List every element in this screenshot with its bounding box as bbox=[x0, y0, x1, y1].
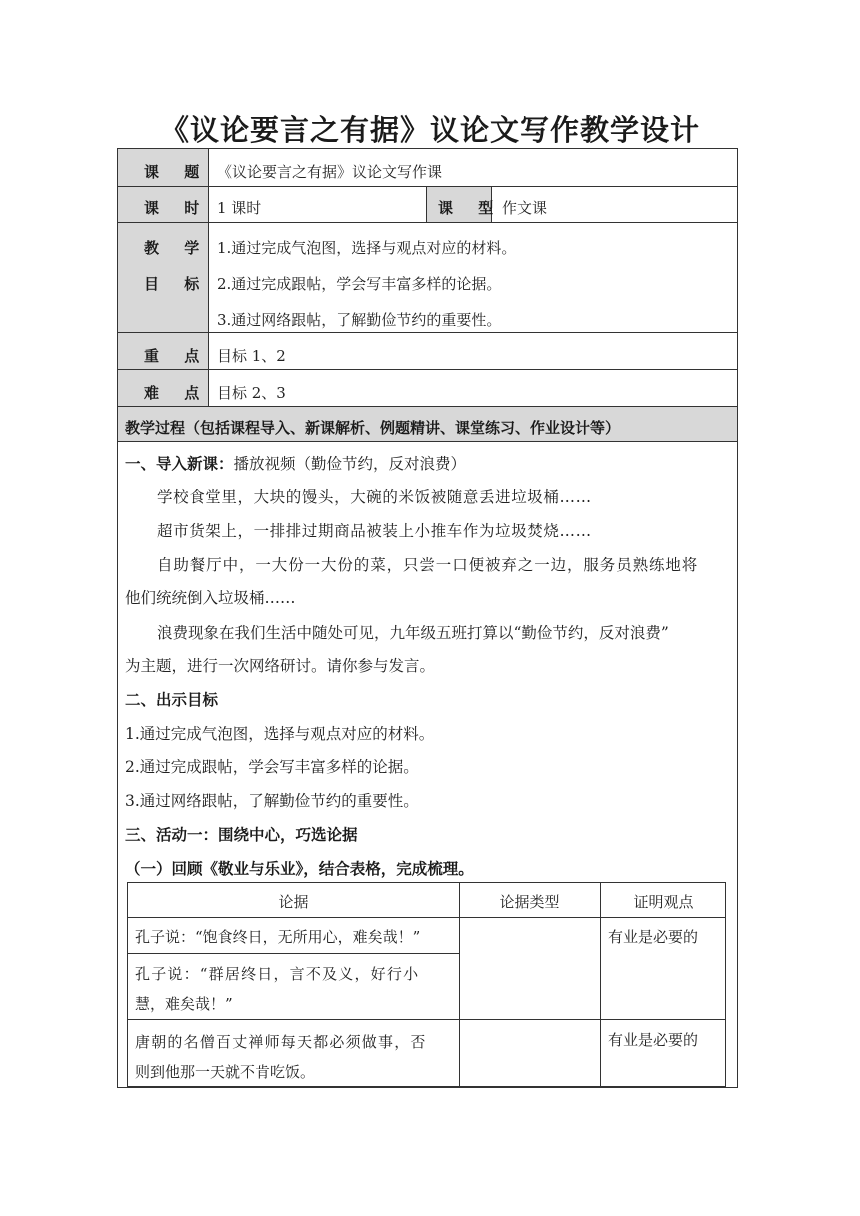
goal-list-item: 1.通过完成气泡图，选择与观点对应的材料。 bbox=[125, 725, 435, 743]
paragraph: 浪费现象在我们生活中随处可见，九年级五班打算以“勤俭节约，反对浪费” bbox=[157, 624, 669, 642]
evidence-cell: 唐朝的名僧百丈禅师每天都必须做事，否 bbox=[135, 1033, 427, 1051]
goal-label-line2: 目 标 bbox=[144, 275, 210, 293]
topic-value: 《议论要言之有据》议论文写作课 bbox=[217, 163, 443, 181]
evidence-cell: 则到他那一天就不肯吃饭。 bbox=[135, 1063, 316, 1081]
type-value: 作文课 bbox=[502, 199, 548, 217]
difficulty-value: 目标 2、3 bbox=[217, 384, 286, 402]
section2-heading: 二、出示目标 bbox=[125, 691, 219, 709]
claim-cell: 有业是必要的 bbox=[608, 928, 699, 946]
goal-item: 1.通过完成气泡图，选择与观点对应的材料。 bbox=[217, 239, 517, 257]
paragraph: 超市货架上，一排排过期商品被装上小推车作为垃圾焚烧…… bbox=[157, 522, 592, 540]
claim-cell: 有业是必要的 bbox=[608, 1031, 699, 1049]
key-point-value: 目标 1、2 bbox=[217, 347, 286, 365]
evidence-table bbox=[127, 882, 726, 1087]
section1-heading-line bbox=[125, 452, 466, 474]
page-title: 《议论要言之有据》议论文写作教学设计 bbox=[159, 113, 700, 147]
column-header-evidence-type: 论据类型 bbox=[499, 893, 560, 911]
evidence-cell: 孔子说：“饱食终日，无所用心，难矣哉！” bbox=[135, 928, 421, 946]
paragraph: 为主题，进行一次网络研讨。请你参与发言。 bbox=[125, 657, 436, 675]
column-header-claim: 证明观点 bbox=[633, 893, 694, 911]
section3-subheading: （一）回顾《敬业与乐业》，结合表格，完成梳理。 bbox=[125, 860, 474, 878]
column-header-evidence: 论据 bbox=[278, 893, 309, 911]
topic-label: 课 题 bbox=[144, 163, 210, 181]
evidence-cell: 孔子说：“群居终日，言不及义，好行小 bbox=[135, 965, 420, 983]
hours-label: 课 时 bbox=[144, 199, 210, 217]
section1-heading-rest: 播放视频（勤俭节约，反对浪费） bbox=[233, 455, 467, 473]
key-point-label: 重 点 bbox=[144, 347, 210, 365]
difficulty-label: 难 点 bbox=[144, 384, 210, 402]
hours-value: 1 课时 bbox=[217, 199, 262, 217]
paragraph: 学校食堂里，大块的馒头，大碗的米饭被随意丢进垃圾桶…… bbox=[157, 488, 592, 506]
paragraph: 他们统统倒入垃圾桶…… bbox=[125, 589, 296, 607]
section1-heading: 一、导入新课： bbox=[125, 455, 234, 473]
evidence-cell: 慧，难矣哉！” bbox=[135, 995, 233, 1013]
goal-list-item: 2.通过完成跟帖，学会写丰富多样的论据。 bbox=[125, 758, 419, 776]
goal-item: 3.通过网络跟帖，了解勤俭节约的重要性。 bbox=[217, 311, 502, 329]
process-header: 教学过程（包括课程导入、新课解析、例题精讲、课堂练习、作业设计等） bbox=[125, 419, 621, 437]
goal-label-line1: 教 学 bbox=[144, 239, 210, 257]
section3-heading: 三、活动一：围绕中心，巧选论据 bbox=[125, 826, 358, 844]
goal-item: 2.通过完成跟帖，学会写丰富多样的论据。 bbox=[217, 275, 502, 293]
paragraph: 自助餐厅中，一大份一大份的菜，只尝一口便被弃之一边，服务员熟练地将 bbox=[157, 556, 699, 574]
type-label: 课 型 bbox=[438, 199, 504, 217]
goal-list-item: 3.通过网络跟帖，了解勤俭节约的重要性。 bbox=[125, 792, 419, 810]
